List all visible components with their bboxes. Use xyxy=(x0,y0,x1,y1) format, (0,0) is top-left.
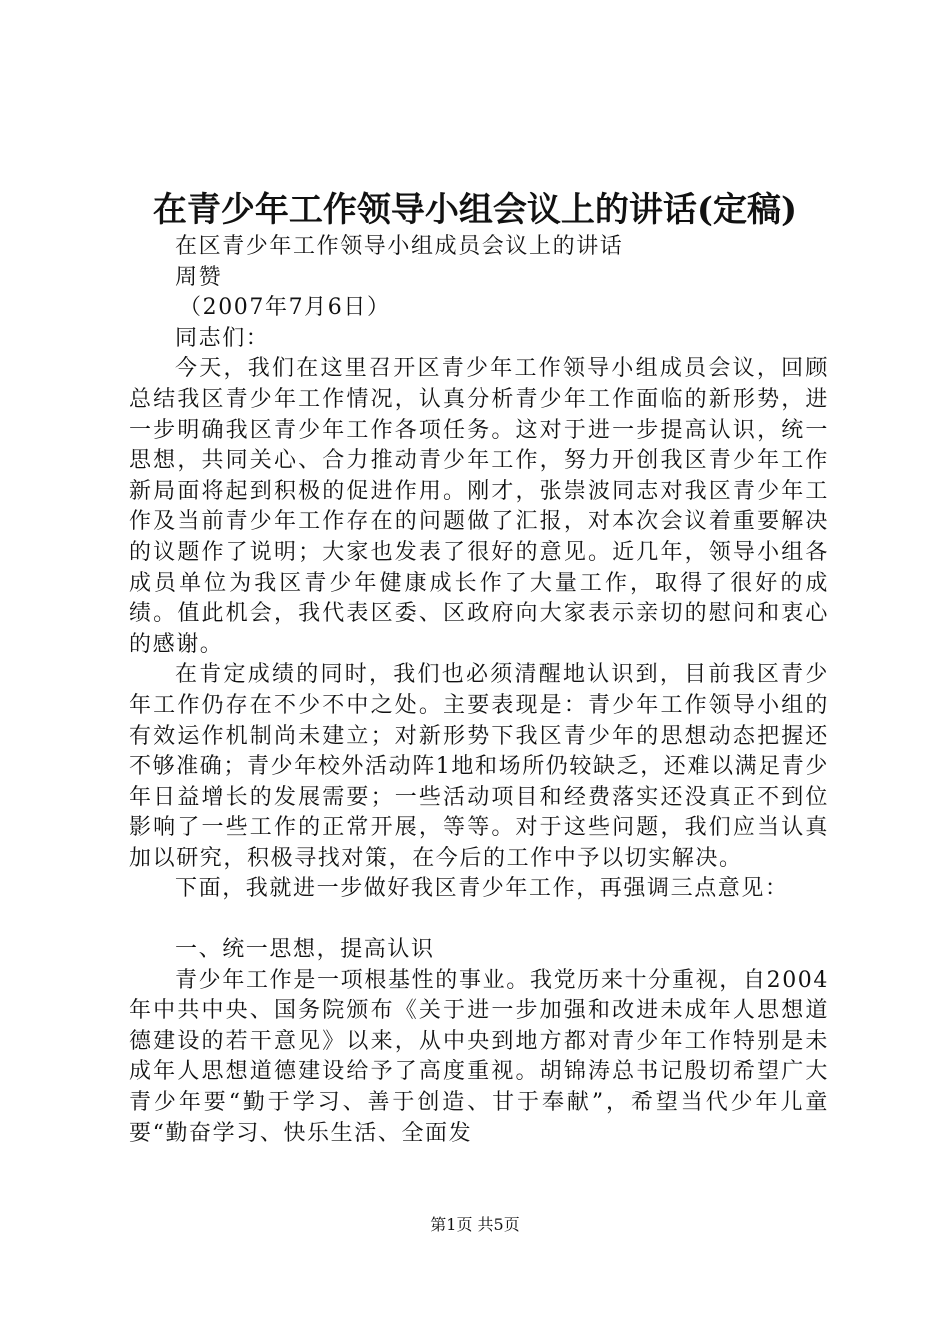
speech-author: 周赞 xyxy=(175,264,223,290)
body-paragraph-1: 今天，我们在这里召开区青少年工作领导小组成员会议，回顾总结我区青少年工作情况，认真分析青少年工作面临的新形势，进一步明确我区青少年工作各项任务。这对于进一步提高认识，统一思想，共同关心、合力推动青少年工作，努力开创我区青少年工作新局面将起到积极的促进作用。刚才，张崇波同志对我区青少年工作及当前青少年工作存在的问题做了汇报，对本次会议着重要解决的议题作了说明；大家也发表了很好的意见。近几年，领导小组各成员单位为我区青少年健康成长作了大量工作，取得了很好的成绩。值此机会，我代表区委、区政府向大家表示亲切的慰问和衷心的感谢。 xyxy=(129,356,829,657)
salutation: 同志们： xyxy=(175,325,270,351)
section-heading: 一、统一思想，提高认识 xyxy=(175,937,435,963)
document-title: 在青少年工作领导小组会议上的讲话(定稿) xyxy=(152,190,798,230)
section-paragraph: 青少年工作是一项根基性的事业。我党历来十分重视，自2004年中共中央、国务院颁布《关于进一步加强和改进未成年人思想道德建设的若干意见》以来，从中央到地方都对青少年工作特别是未成年人思想道德建设给予了高度重视。胡锦涛总书记殷切希望广大青少年要“勤于学习、善于创造、甘于奉献”，希望当代少年儿童要“勤奋学习、快乐生活、全面发 xyxy=(129,967,829,1146)
body-paragraph-3: 下面，我就进一步做好我区青少年工作，再强调三点意见： xyxy=(175,876,789,902)
page-footer: 第1页 共5页 xyxy=(430,1215,520,1234)
speech-subtitle: 在区青少年工作领导小组成员会议上的讲话 xyxy=(175,234,624,259)
speech-date: （2007年7月6日） xyxy=(179,295,391,321)
body-paragraph-2: 在肯定成绩的同时，我们也必须清醒地认识到，目前我区青少年工作仍存在不少不中之处。主要表现是：青少年工作领导小组的有效运作机制尚未建立；对新形势下我区青少年的思想动态把握还不够准确；青少年校外活动阵1地和场所仍较缺乏，还难以满足青少年日益增长的发展需要；一些活动项目和经费落实还没真正不到位影响了一些工作的正常开展，等等。对于这些问题，我们应当认真加以研究，积极寻找对策，在今后的工作中予以切实解决。 xyxy=(129,662,829,871)
document-body xyxy=(129,232,829,1149)
